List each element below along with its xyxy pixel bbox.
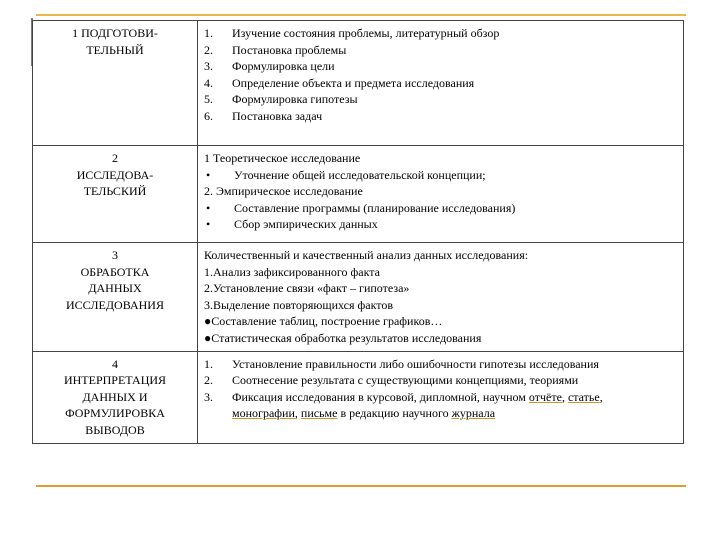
table-row-stage-2 <box>33 146 684 243</box>
bullet-item <box>204 167 677 184</box>
item-text: Формулировка цели <box>232 59 335 74</box>
stage-1-label <box>33 21 198 146</box>
stage-3-content <box>198 243 684 352</box>
research-stages-table <box>32 20 684 444</box>
item-text: Постановка проблемы <box>232 42 347 57</box>
letter-link[interactable]: письме <box>300 406 338 421</box>
bullet-item <box>204 200 677 217</box>
item-text: Формулировка гипотезы <box>232 92 358 107</box>
item-number: 2. <box>204 373 213 388</box>
item-text-tail: в редакцию научного <box>337 406 452 421</box>
bullet-text: Уточнение общей исследовательской концепции; <box>234 167 486 182</box>
item-number: 5. <box>204 92 213 107</box>
bullet-icon: • <box>206 167 211 182</box>
table-row-stage-4 <box>33 351 684 443</box>
stage-label-line: 1 ПОДГОТОВИ- <box>72 26 158 40</box>
list-item <box>204 25 677 42</box>
item-text: Определение объекта и предмета исследования <box>232 75 475 90</box>
stage-label-line: ВЫВОДОВ <box>85 422 145 437</box>
stage-2-content <box>198 146 684 243</box>
table-row-stage-3 <box>33 243 684 352</box>
journal-link[interactable]: журнала <box>451 406 496 421</box>
list-item <box>204 356 677 373</box>
stage-label-line: ТЕЛЬСКИЙ <box>83 184 147 199</box>
content-line: ●Статистическая обработка результатов исследования <box>204 330 482 345</box>
top-accent-line <box>36 14 686 16</box>
stage-4-content <box>198 351 684 443</box>
list-item <box>204 372 677 389</box>
bullet-text: Составление программы (планирование исследования) <box>234 200 516 215</box>
bottom-accent-line <box>36 485 686 487</box>
table-row-stage-1 <box>33 21 684 146</box>
list-item <box>204 42 677 59</box>
list-item <box>204 75 677 92</box>
item-text-start: Фиксация исследования в курсовой, дипломной, научном <box>232 389 526 404</box>
list-item <box>204 58 677 75</box>
item-number: 6. <box>204 108 213 123</box>
item-number: 3. <box>204 59 213 74</box>
stage-label-line: ТЕЛЬНЫЙ <box>86 42 144 57</box>
stage-label-line: ОБРАБОТКА <box>80 264 150 279</box>
item-text: Изучение состояния проблемы, литературный обзор <box>232 26 500 40</box>
content-line: 2.Установление связи «факт – гипотеза» <box>204 281 410 296</box>
stage-label-line: ДАННЫХ <box>88 281 142 296</box>
item-number: 1. <box>204 26 213 40</box>
bullet-text: Сбор эмпирических данных <box>234 217 378 232</box>
monograph-link[interactable]: монографии <box>232 406 295 421</box>
stage-label-line: ИНТЕРПРЕТАЦИЯ <box>63 373 167 388</box>
stage-label-line: ДАННЫХ И <box>82 389 148 404</box>
stage-4-label <box>33 351 198 443</box>
bullet-icon: • <box>206 200 211 215</box>
separator: , <box>294 406 301 421</box>
item-text <box>232 389 677 422</box>
content-line: 3.Выделение повторяющихся фактов <box>204 297 394 312</box>
content-line: 1 Теоретическое исследование <box>204 151 361 165</box>
separator: , <box>599 389 603 404</box>
content-line: ●Составление таблиц, построение графиков… <box>204 314 443 329</box>
content-line: 2. Эмпирическое исследование <box>204 184 363 199</box>
separator: , <box>561 389 568 404</box>
content-line: 1.Анализ зафиксированного факта <box>204 264 381 279</box>
item-number: 2. <box>204 42 213 57</box>
article-link[interactable]: статье <box>567 389 600 404</box>
stage-label-line: 3 <box>112 248 118 262</box>
item-number: 3. <box>204 389 213 404</box>
stage-label-line: ИССЛЕДОВА- <box>76 167 154 182</box>
list-item <box>204 389 677 422</box>
item-text: Установление правильности либо ошибочности гипотезы исследования <box>232 356 599 371</box>
stage-label-line: 2 <box>112 151 118 165</box>
stage-label-line: 4 <box>112 356 118 371</box>
list-item <box>204 108 677 125</box>
bullet-item <box>204 216 677 233</box>
content-line: Количественный и качественный анализ данных исследования: <box>204 248 529 262</box>
stage-label-line: ФОРМУЛИРОВКА <box>65 406 165 421</box>
bullet-icon: • <box>206 217 211 232</box>
stage-3-label <box>33 243 198 352</box>
stage-label-line: ИССЛЕДОВАНИЯ <box>66 297 164 312</box>
report-link[interactable]: отчёте <box>528 389 562 404</box>
item-number: 4. <box>204 75 213 90</box>
item-number: 1. <box>204 356 213 371</box>
item-text: Соотнесение результата с существующими концепциями, теориями <box>232 373 579 388</box>
stage-2-label <box>33 146 198 243</box>
list-item <box>204 91 677 108</box>
stage-1-content <box>198 21 684 146</box>
item-text: Постановка задач <box>232 108 323 123</box>
